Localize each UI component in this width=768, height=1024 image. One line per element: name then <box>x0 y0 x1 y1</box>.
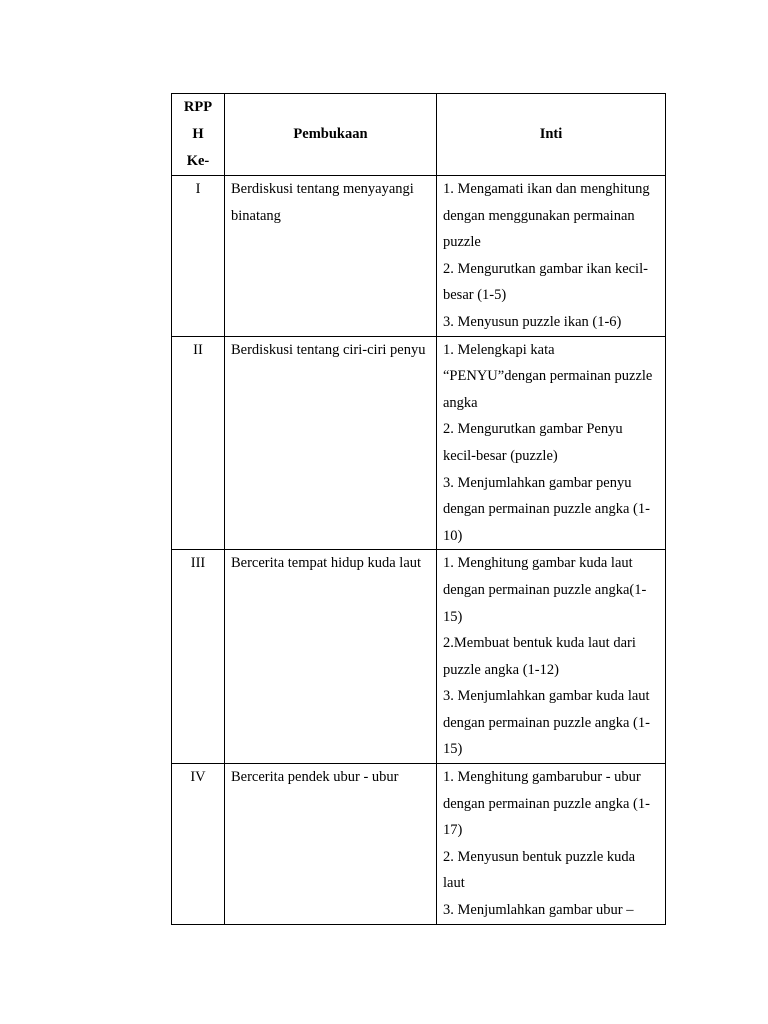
inti-item: 1. Mengamati ikan dan menghitung dengan menggunakan permainan puzzle <box>443 181 650 251</box>
table-row <box>172 336 666 550</box>
inti-item: 3. Menjumlahkan gambar penyu dengan permainan puzzle angka (1-10) <box>443 474 650 544</box>
pembukaan-cell: Berdiskusi tentang menyayangi binatang <box>225 176 437 337</box>
pembukaan-cell: Bercerita pendek ubur - ubur <box>225 764 437 925</box>
header-pembukaan: Pembukaan <box>225 94 437 176</box>
table-row <box>172 764 666 925</box>
header-rpp-line: RPP <box>183 99 213 115</box>
inti-item: 2. Mengurutkan gambar ikan kecil-besar (1-5) <box>443 260 648 304</box>
table-row <box>172 176 666 337</box>
rpp-table <box>171 93 666 925</box>
inti-cell <box>437 176 666 337</box>
inti-item: 2.Membuat bentuk kuda laut dari puzzle angka (1-12) <box>443 635 636 678</box>
inti-item: 3. Menyusun puzzle ikan (1-6) <box>443 313 622 330</box>
inti-item: 3. Menjumlahkan gambar ubur – <box>443 902 634 919</box>
inti-item: 2. Menyusun bentuk puzzle kuda laut <box>443 848 636 892</box>
header-rpp-line: Ke- <box>186 153 210 169</box>
inti-item: 2. Mengurutkan gambar Penyu kecil-besar (puzzle) <box>443 421 623 464</box>
inti-item: 3. Menjumlahkan gambar kuda laut dengan permainan puzzle angka (1-15) <box>443 688 650 758</box>
inti-item: 1. Melengkapi kata “PENYU”dengan permainan puzzle angka <box>443 341 653 411</box>
inti-item: 1. Menghitung gambar kuda laut dengan permainan puzzle angka(1-15) <box>443 555 647 625</box>
table-header-row <box>172 94 666 176</box>
rpp-number: IV <box>172 764 225 925</box>
rpp-number: III <box>172 550 225 764</box>
header-rpp <box>172 94 225 176</box>
inti-cell <box>437 764 666 925</box>
rpp-number: II <box>172 336 225 550</box>
rpp-number: I <box>172 176 225 337</box>
header-rpp-line: H <box>192 126 204 142</box>
pembukaan-cell: Berdiskusi tentang ciri-ciri penyu <box>225 336 437 550</box>
header-inti: Inti <box>437 94 666 176</box>
inti-cell <box>437 550 666 764</box>
inti-item: 1. Menghitung gambarubur - ubur dengan permainan puzzle angka (1-17) <box>443 769 650 839</box>
inti-cell <box>437 336 666 550</box>
table-row <box>172 550 666 764</box>
pembukaan-cell: Bercerita tempat hidup kuda laut <box>225 550 437 764</box>
